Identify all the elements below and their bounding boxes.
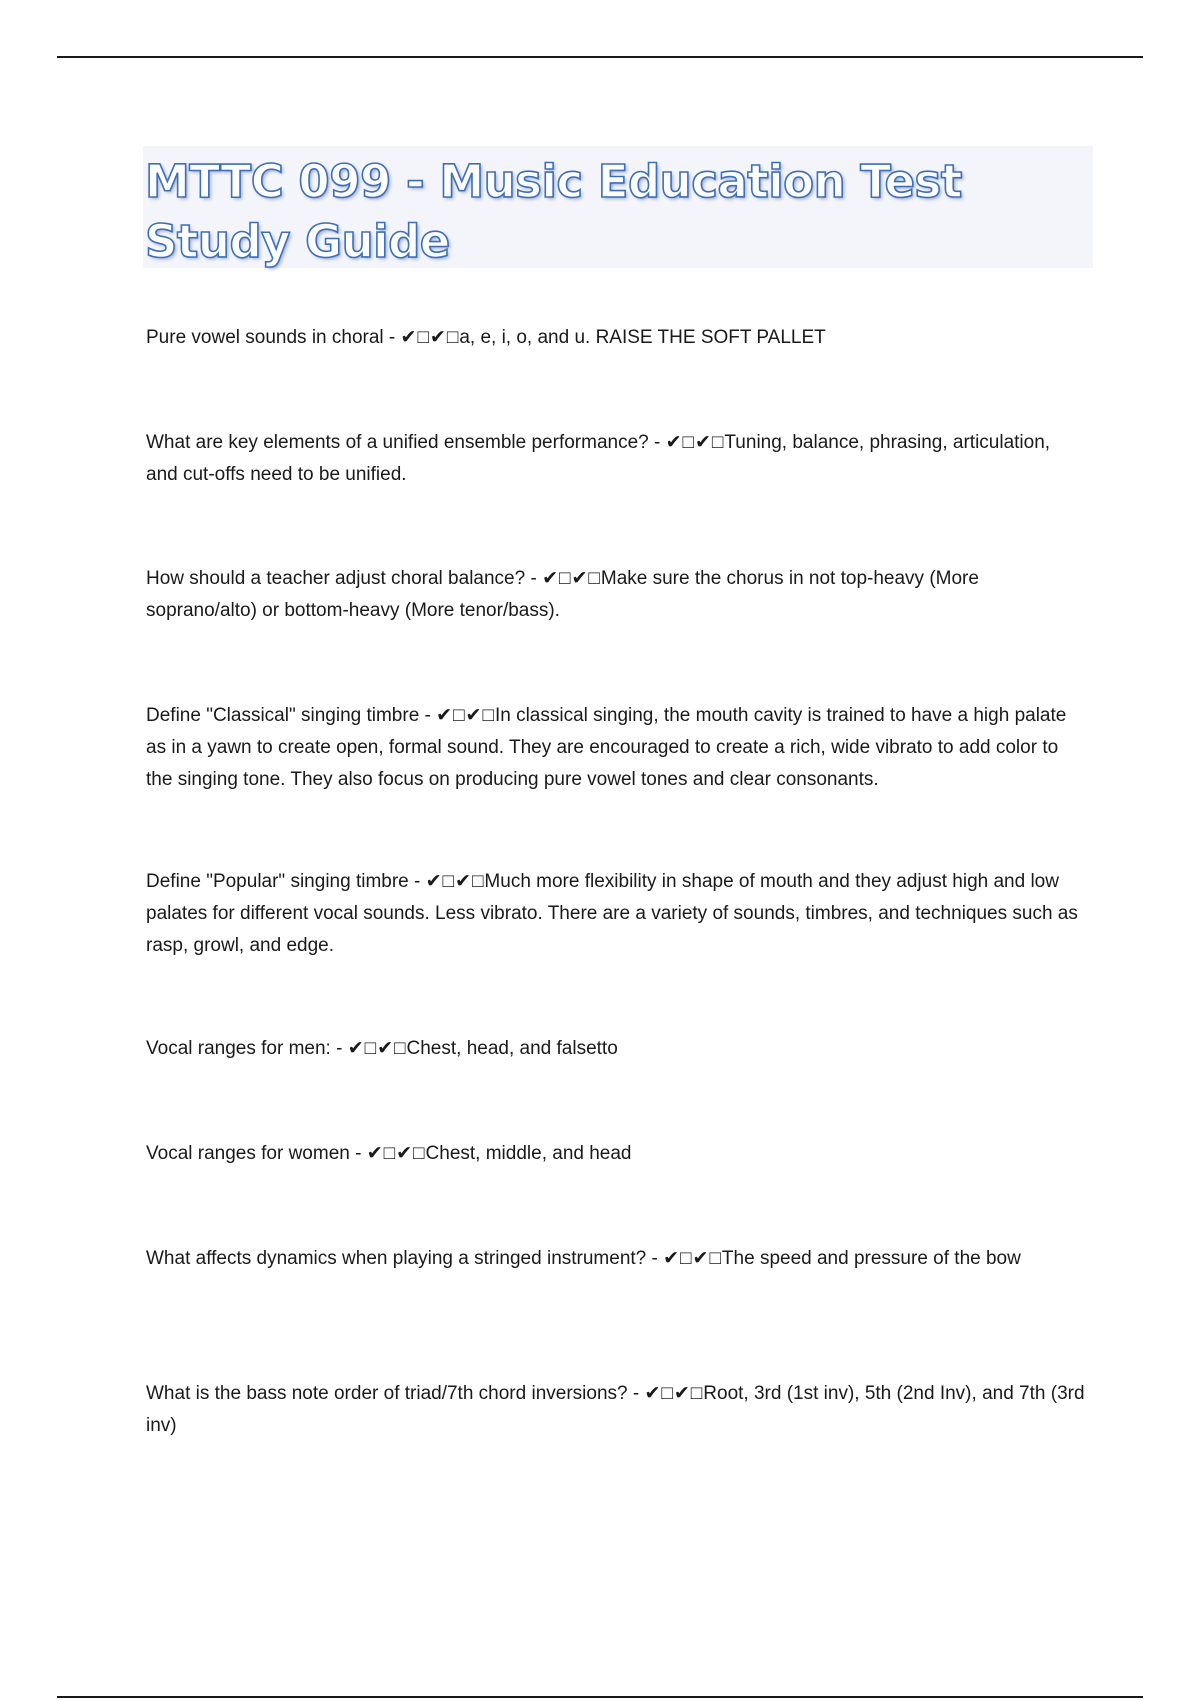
question-text: Define "Popular" singing timbre <box>146 871 409 892</box>
page-title: MTTC 099 - Music Education Test Study Guide <box>145 155 962 268</box>
check-marker-icon: ✔□✔□ <box>400 327 460 348</box>
top-rule <box>57 56 1143 58</box>
qa-item-1 <box>146 322 1086 354</box>
qa-item-5 <box>146 866 1086 962</box>
question-text: What is the bass note order of triad/7th chord inversions? <box>146 1383 628 1404</box>
answer-text: The speed and pressure of the bow <box>721 1248 1021 1269</box>
question-text: Vocal ranges for women <box>146 1143 350 1164</box>
separator: - <box>349 1143 367 1164</box>
separator: - <box>648 432 666 453</box>
answer-text: a, e, i, o, and u. RAISE THE SOFT PALLET <box>459 327 826 348</box>
separator: - <box>525 568 543 589</box>
check-marker-icon: ✔□✔□ <box>663 1248 722 1269</box>
answer-text: Root, 3rd (1st inv), 5th (2nd Inv), and 7th (3rd inv) <box>146 1383 1085 1436</box>
qa-item-7 <box>146 1138 1086 1170</box>
check-marker-icon: ✔□✔□ <box>366 1143 426 1164</box>
question-text: What affects dynamics when playing a stringed instrument? <box>146 1248 647 1269</box>
check-marker-icon: ✔□✔□ <box>347 1038 407 1059</box>
answer-text: Make sure the chorus in not top-heavy (More soprano/alto) or bottom-heavy (More tenor/bass). <box>146 568 979 621</box>
question-text: How should a teacher adjust choral balance? <box>146 568 526 589</box>
qa-item-4 <box>146 700 1086 796</box>
separator: - <box>408 871 426 892</box>
answer-text: Chest, middle, and head <box>425 1143 632 1164</box>
qa-item-8 <box>146 1243 1086 1275</box>
qa-item-3 <box>146 563 1086 627</box>
separator: - <box>646 1248 664 1269</box>
separator: - <box>419 705 437 726</box>
separator: - <box>383 327 401 348</box>
separator: - <box>627 1383 645 1404</box>
question-text: Vocal ranges for men: <box>146 1038 331 1059</box>
answer-text: Much more flexibility in shape of mouth and they adjust high and low palates for different vocal sounds. Less vibrato. There are a variety of sounds, timbres, and techniques such as rasp, growl, and edge. <box>146 871 1078 956</box>
qa-item-2 <box>146 427 1086 491</box>
check-marker-icon: ✔□✔□ <box>644 1383 704 1404</box>
check-marker-icon: ✔□✔□ <box>542 568 601 589</box>
check-marker-icon: ✔□✔□ <box>425 871 485 892</box>
separator: - <box>330 1038 348 1059</box>
qa-item-6 <box>146 1033 1086 1065</box>
answer-text: Tuning, balance, phrasing, articulation, and cut-offs need to be unified. <box>146 432 1051 485</box>
answer-text: In classical singing, the mouth cavity is trained to have a high palate as in a yawn to create open, formal sound. They are encouraged to create a rich, wide vibrato to add color to the singing tone. They also focus on producing pure vowel tones and clear consonants. <box>146 705 1067 790</box>
question-text: What are key elements of a unified ensemble performance? <box>146 432 649 453</box>
question-text: Define "Classical" singing timbre <box>146 705 420 726</box>
title-banner <box>143 146 1093 268</box>
check-marker-icon: ✔□✔□ <box>436 705 495 726</box>
check-marker-icon: ✔□✔□ <box>665 432 725 453</box>
qa-item-9 <box>146 1378 1086 1442</box>
bottom-rule <box>57 1696 1143 1698</box>
answer-text: Chest, head, and falsetto <box>406 1038 618 1059</box>
question-text: Pure vowel sounds in choral <box>146 327 384 348</box>
